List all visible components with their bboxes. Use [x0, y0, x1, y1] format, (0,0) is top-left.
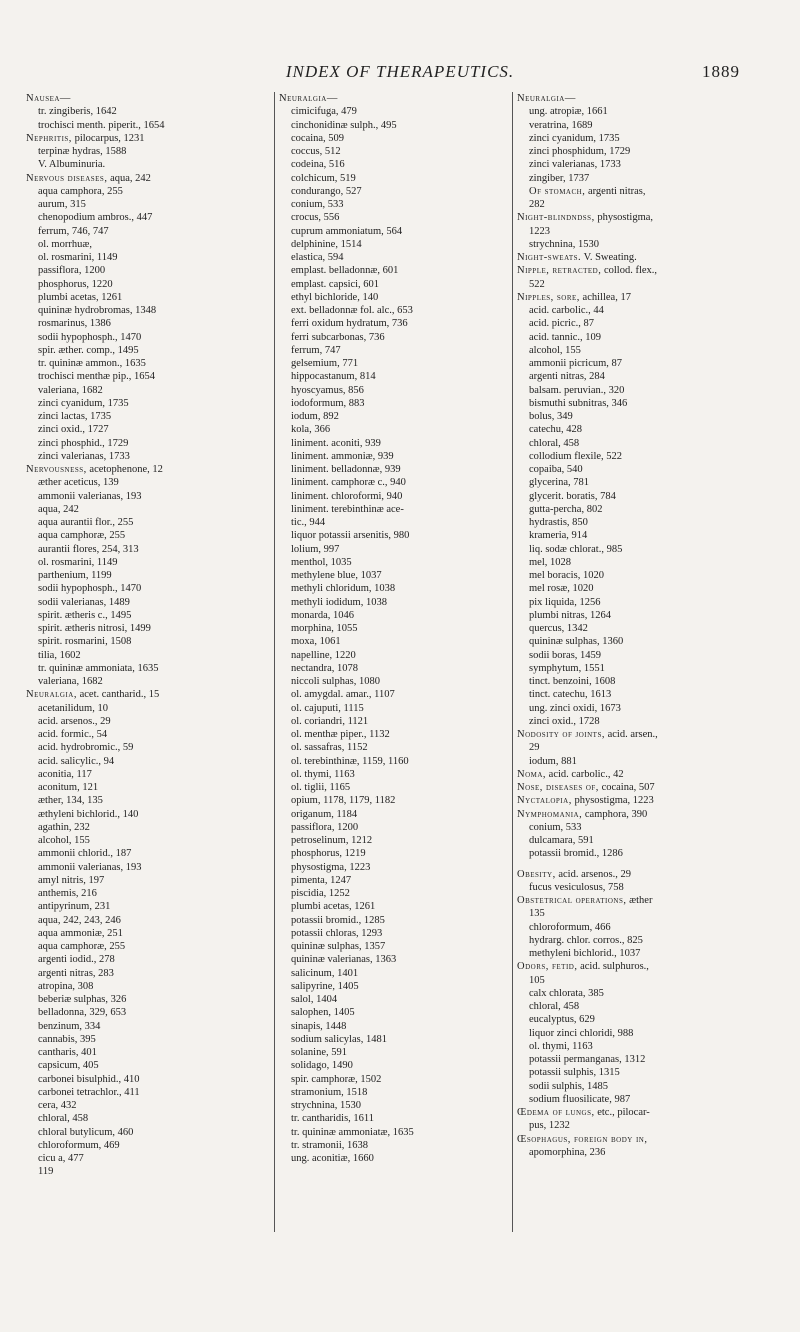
index-subentry: opium, 1178, 1179, 1182: [291, 795, 396, 807]
index-subentry: condurango, 527: [291, 185, 362, 197]
index-column-2: [274, 92, 519, 1232]
index-subentry: iodum, 881: [529, 755, 577, 767]
index-subentry: potassii bromid., 1286: [529, 848, 623, 860]
index-subentry: tinct. catechu, 1613: [529, 689, 612, 701]
index-subentry: salicinum, 1401: [291, 967, 359, 979]
index-subentry: trochisci menth. piperit., 1654: [38, 119, 165, 131]
index-subentry: chloral, 458: [38, 1113, 89, 1125]
index-subentry: nectandra, 1078: [291, 662, 359, 674]
index-subentry: iodoformum, 883: [291, 397, 365, 409]
index-subentry: cuprum ammoniatum, 564: [291, 225, 403, 237]
page-number: 1889: [702, 62, 740, 81]
index-subentry: quercus, 1342: [529, 623, 588, 634]
signature-mark: 119: [38, 1166, 54, 1178]
page-header: [0, 62, 800, 86]
index-subentry: ol. morrhuæ,: [38, 238, 92, 250]
index-subentry: ung. zinci oxidi, 1673: [529, 702, 621, 714]
index-subentry: sodii hypophosph., 1470: [38, 331, 142, 343]
index-subentry: quininæ hydrobromas, 1348: [38, 305, 157, 316]
index-subentry: pus, 1232: [529, 1120, 570, 1132]
index-subentry: amyl nitris, 197: [38, 874, 105, 886]
index-subentry: strychnina, 1530: [529, 238, 599, 250]
index-heading: Nodosity of joints,: [517, 729, 605, 740]
index-subentry: atropina, 308: [38, 980, 94, 992]
index-subentry: alcohol, 155: [38, 835, 90, 846]
index-subentry: aconitia, 117: [38, 768, 92, 780]
index-subentry: 29: [529, 742, 540, 754]
index-subentry: zinci oxid., 1728: [529, 715, 600, 727]
index-subentry: ol. sassafras, 1152: [291, 742, 368, 754]
index-subentry: tinct. benzoini, 1608: [529, 676, 616, 687]
index-subentry: stramonium, 1518: [291, 1086, 368, 1098]
index-entry: [517, 211, 787, 224]
index-subentry: ol. rosmarini, 1149: [38, 252, 118, 263]
index-heading: Neuralgia—: [279, 93, 338, 104]
index-subentry: kola, 366: [291, 424, 331, 436]
index-subentry: methylene blue, 1037: [291, 570, 382, 581]
index-subentry: 522: [529, 278, 545, 290]
index-subentry: quininæ sulphas, 1360: [529, 636, 624, 648]
index-subentry: acid. arsenos., 29: [38, 715, 111, 727]
index-subentry: conium, 533: [529, 821, 582, 833]
index-subentry: fucus vesiculosus, 758: [529, 881, 624, 893]
index-entry: [517, 768, 787, 781]
index-subentry: ol. cajuputi, 1115: [291, 702, 364, 714]
index-subentry: carbonei tetrachlor., 411: [38, 1086, 140, 1098]
index-heading: Nymphomania,: [517, 808, 583, 820]
index-subentry: liniment. belladonnæ, 939: [291, 464, 401, 475]
index-subentry: plumbi acetas, 1261: [291, 901, 376, 913]
index-subentry: valeriana, 1682: [38, 676, 103, 687]
index-reference: collod. flex.,: [601, 265, 658, 277]
index-subentry: ol. rosmarini, 1149: [38, 556, 118, 568]
index-subentry: monarda, 1046: [291, 609, 354, 621]
index-subentry: potassii chloras, 1293: [291, 927, 383, 939]
index-subentry: acetanilidum, 10: [38, 702, 108, 714]
index-subentry: sodii boras, 1459: [529, 649, 602, 661]
index-subentry: argenti nitras, 284: [529, 371, 605, 383]
index-subentry: tic., 944: [291, 517, 326, 528]
index-subentry: aqua camphoræ, 255: [38, 530, 126, 542]
index-reference: V. Sweating.: [581, 252, 637, 263]
index-subentry: chenopodium ambros., 447: [38, 212, 153, 224]
index-subentry: liniment. terebinthinæ ace-: [291, 503, 404, 515]
index-subentry: petroselinum, 1212: [291, 835, 373, 846]
index-reference: æther: [626, 895, 653, 906]
index-subentry: aurum, 315: [38, 199, 86, 210]
index-subentry: spir. æther. comp., 1495: [38, 344, 139, 356]
index-reference: physostigma,: [594, 212, 654, 224]
index-reference: aqua, 242: [107, 172, 151, 184]
index-subentry: ammonii valerianas, 193: [38, 861, 142, 873]
index-subentry: hippocastanum, 814: [291, 371, 376, 383]
index-subentry: V. Albuminuria.: [38, 159, 106, 171]
index-subentry: cimicifuga, 479: [291, 106, 357, 118]
index-subentry: ammonii valerianas, 193: [38, 490, 142, 502]
index-heading: Nervousness,: [26, 464, 87, 475]
index-subentry: phosphorus, 1220: [38, 278, 113, 290]
index-subentry: chloral, 458: [529, 1001, 580, 1012]
index-subentry: sodii valerianas, 1489: [38, 596, 130, 608]
index-subentry: sodium fluosilicate, 987: [529, 1093, 631, 1105]
index-subentry: cicu a, 477: [38, 1153, 84, 1164]
index-subentry: passiflora, 1200: [38, 265, 106, 277]
index-subentry: sodii sulphis, 1485: [529, 1080, 609, 1092]
index-heading: Nephritis,: [26, 132, 72, 144]
index-subentry: quininæ valerianas, 1363: [291, 954, 397, 966]
index-subentry: emplast. belladonnæ, 601: [291, 265, 399, 277]
index-subentry: phosphorus, 1219: [291, 848, 366, 860]
index-entry: [517, 781, 787, 794]
index-subentry: mel, 1028: [529, 556, 571, 568]
index-entry: [517, 264, 787, 277]
index-subentry: chloral butylicum, 460: [38, 1126, 134, 1138]
index-subentry: ol. menthæ piper., 1132: [291, 729, 390, 740]
index-subentry: bolus, 349: [529, 411, 573, 422]
index-entry: [517, 1106, 787, 1119]
index-reference: argenti nitras,: [585, 185, 646, 197]
index-subentry: zingiber, 1737: [529, 172, 590, 184]
index-subentry: pix liquida, 1256: [529, 596, 601, 608]
index-reference: etc., pilocar-: [594, 1107, 650, 1118]
index-subentry: krameria, 914: [529, 530, 588, 542]
index-subentry: capsicum, 405: [38, 1060, 99, 1072]
index-subentry: physostigma, 1223: [291, 861, 371, 873]
index-reference: cocaina, 507: [598, 782, 655, 793]
index-subentry: strychnina, 1530: [291, 1100, 361, 1111]
index-subentry: aurantii flores, 254, 313: [38, 543, 139, 555]
index-subentry: cera, 432: [38, 1100, 77, 1111]
index-reference: pilocarpus, 1231: [71, 132, 145, 144]
index-subentry: belladonna, 329, 653: [38, 1007, 127, 1019]
index-reference: achillea, 17: [579, 291, 631, 303]
index-subentry: acid. formic., 54: [38, 729, 108, 740]
index-subentry: aqua, 242, 243, 246: [38, 914, 121, 926]
index-column-1: [26, 92, 266, 1179]
index-subentry: aqua camphoræ, 255: [38, 941, 126, 952]
index-subentry: 105: [529, 974, 545, 986]
index-subentry: eucalyptus, 629: [529, 1014, 595, 1026]
index-subentry: ext. belladonnæ fol. alc., 653: [291, 305, 413, 316]
index-subentry: agathin, 232: [38, 821, 90, 833]
index-entry: [517, 960, 787, 973]
index-subentry: anthemis, 216: [38, 888, 97, 899]
index-subentry: gutta-percha, 802: [529, 503, 603, 515]
index-heading: Nausea—: [26, 93, 71, 104]
index-subentry: iodum, 892: [291, 411, 339, 422]
index-subentry: apomorphina, 236: [529, 1146, 606, 1158]
index-entry: [517, 92, 787, 105]
index-subentry: antipyrinum, 231: [38, 901, 111, 913]
index-subentry: 282: [529, 199, 545, 210]
index-heading: Night-sweats.: [517, 252, 582, 263]
index-entry: [517, 868, 787, 881]
index-subentry: spirit. ætheris nitrosi, 1499: [38, 623, 151, 634]
index-subentry: tr. quininæ ammon., 1635: [38, 358, 146, 369]
index-subentry: copaiba, 540: [529, 464, 583, 475]
running-title: INDEX OF THERAPEUTICS.: [285, 62, 515, 81]
index-subentry: ung. atropiæ, 1661: [529, 106, 608, 118]
index-subentry: ung. aconitiæ, 1660: [291, 1153, 374, 1164]
index-subentry: mel rosæ, 1020: [529, 583, 594, 595]
index-subentry: solidago, 1490: [291, 1060, 353, 1072]
index-subentry: spirit. rosmarini, 1508: [38, 636, 132, 648]
index-entry: [26, 688, 266, 701]
index-subentry: trochisci menthæ pip., 1654: [38, 371, 155, 383]
index-subentry: ol. tiglii, 1165: [291, 782, 351, 793]
index-subentry: codeina, 516: [291, 159, 345, 171]
index-subentry: tr. quininæ ammoniatæ, 1635: [291, 1126, 414, 1138]
index-subentry: zinci valerianas, 1733: [38, 450, 130, 462]
index-subentry: ol. thymi, 1163: [529, 1040, 593, 1052]
index-subentry: parthenium, 1199: [38, 570, 112, 581]
index-entry: [26, 92, 266, 105]
index-subentry: zinci phosphid., 1729: [38, 437, 129, 449]
index-subentry: salol, 1404: [291, 994, 338, 1005]
index-subentry: cannabis, 395: [38, 1033, 96, 1045]
index-heading: Œdema of lungs,: [517, 1107, 595, 1118]
index-subentry: zinci oxid., 1727: [38, 424, 109, 436]
index-subentry: glycerit. boratis, 784: [529, 490, 616, 502]
index-subentry: ol. coriandri, 1121: [291, 715, 369, 727]
index-subentry: piscidia, 1252: [291, 888, 350, 899]
index-subentry: moxa, 1061: [291, 636, 341, 648]
index-subentry: ammonii picricum, 87: [529, 358, 623, 369]
index-reference: acid. carbolic., 42: [546, 768, 624, 780]
index-subentry: ol. thymi, 1163: [291, 768, 355, 780]
index-entry: [26, 132, 266, 145]
index-subentry: dulcamara, 591: [529, 835, 594, 846]
index-subentry: 135: [529, 908, 545, 920]
index-entry: [517, 1133, 787, 1146]
index-subentry: ferrum, 746, 747: [38, 225, 109, 237]
index-subentry: passiflora, 1200: [291, 821, 359, 833]
index-subentry: acid. hydrobromic., 59: [38, 742, 134, 754]
index-reference: acet. cantharid., 15: [76, 689, 160, 701]
index-subentry: ferrum, 747: [291, 344, 341, 356]
index-subentry: delphinine, 1514: [291, 238, 362, 250]
index-heading: Of stomach,: [529, 185, 586, 197]
index-subentry: salophen, 1405: [291, 1007, 355, 1019]
index-subentry: sinapis, 1448: [291, 1020, 347, 1032]
index-subentry: solanine, 591: [291, 1047, 347, 1058]
index-entry: [26, 463, 266, 476]
index-subentry: liquor potassii arsenitis, 980: [291, 530, 410, 542]
index-subentry: rosmarinus, 1386: [38, 318, 111, 330]
index-subentry: hyoscyamus, 856: [291, 384, 364, 396]
index-subentry: acid. tannic., 109: [529, 331, 602, 343]
index-subentry: emplast. capsici, 601: [291, 278, 380, 290]
index-subentry: plumbi acetas, 1261: [38, 291, 123, 303]
index-subentry: plumbi nitras, 1264: [529, 609, 611, 621]
index-entry: [517, 794, 787, 807]
index-subentry: tilia, 1602: [38, 649, 81, 661]
index-subentry: sodii hypophosph., 1470: [38, 583, 142, 595]
index-heading: Œsophagus, foreign body in,: [517, 1133, 648, 1145]
index-subentry: terpinæ hydras, 1588: [38, 146, 127, 157]
index-subentry: lolium, 997: [291, 543, 340, 555]
index-subentry: potassii sulphis, 1315: [529, 1067, 620, 1079]
index-reference: acid. arsen.,: [604, 729, 658, 740]
index-subentry: zinci cyanidum, 1735: [38, 397, 129, 409]
index-subentry: benzinum, 334: [38, 1020, 101, 1032]
index-subentry: spir. camphoræ, 1502: [291, 1073, 382, 1085]
index-subentry: æthyleni bichlorid., 140: [38, 808, 139, 820]
index-subentry: tr. zingiberis, 1642: [38, 106, 117, 118]
index-subentry: cantharis, 401: [38, 1047, 97, 1058]
index-subentry: quininæ sulphas, 1357: [291, 941, 386, 952]
index-subentry: zinci phosphidum, 1729: [529, 146, 631, 157]
index-subentry: methyli iodidum, 1038: [291, 596, 387, 608]
index-subentry: chloroformum, 469: [38, 1139, 120, 1151]
index-subentry: catechu, 428: [529, 424, 583, 436]
index-heading: Night-blindndss,: [517, 212, 595, 224]
index-subentry: conium, 533: [291, 199, 344, 210]
index-subentry: valeriana, 1682: [38, 384, 103, 396]
index-subentry: cinchonidinæ sulph., 495: [291, 119, 397, 131]
index-heading: Nose, diseases of,: [517, 782, 599, 793]
index-subentry: alcohol, 155: [529, 344, 581, 356]
index-entry: [517, 185, 787, 198]
index-subentry: hydrastis, 850: [529, 517, 588, 528]
index-subentry: argenti nitras, 283: [38, 967, 114, 979]
index-subentry: hydrarg. chlor. corros., 825: [529, 934, 643, 946]
index-subentry: coccus, 512: [291, 146, 341, 157]
index-subentry: menthol, 1035: [291, 556, 352, 568]
index-heading: Nipples, sore,: [517, 291, 580, 303]
index-subentry: 1223: [529, 225, 550, 237]
index-subentry: elastica, 594: [291, 252, 344, 263]
index-heading: Obesity,: [517, 868, 556, 880]
index-entry: [279, 92, 519, 105]
index-subentry: æther aceticus, 139: [38, 477, 119, 489]
index-subentry: æther, 134, 135: [38, 795, 103, 807]
index-subentry: balsam. peruvian., 320: [529, 384, 625, 396]
index-subentry: colchicum, 519: [291, 172, 356, 184]
index-reference: acid. arsenos., 29: [555, 868, 631, 880]
index-subentry: ferri oxidum hydratum, 736: [291, 318, 408, 330]
index-subentry: liniment. ammoniæ, 939: [291, 450, 394, 462]
index-subentry: pimenta, 1247: [291, 874, 352, 886]
index-heading: Obstetrical operations,: [517, 895, 627, 906]
index-subentry: potassii bromid., 1285: [291, 914, 385, 926]
index-column-3: [512, 92, 787, 1232]
index-subentry: cocaina, 509: [291, 132, 345, 144]
index-subentry: ferri subcarbonas, 736: [291, 331, 385, 343]
index-subentry: crocus, 556: [291, 212, 340, 224]
index-entry: [517, 894, 787, 907]
index-subentry: aqua ammoniæ, 251: [38, 927, 123, 939]
index-subentry: argenti iodid., 278: [38, 954, 115, 966]
index-subentry: liniment. camphoræ c., 940: [291, 477, 406, 489]
index-subentry: morphina, 1055: [291, 623, 358, 634]
index-subentry: bismuthi subnitras, 346: [529, 397, 628, 409]
index-subentry: tr. stramonii, 1638: [291, 1139, 368, 1151]
index-subentry: carbonei bisulphid., 410: [38, 1073, 140, 1085]
index-subentry: niccoli sulphas, 1080: [291, 676, 380, 687]
index-subentry: zinci lactas, 1735: [38, 411, 112, 422]
index-subentry: glycerina, 781: [529, 477, 590, 489]
index-subentry: veratrina, 1689: [529, 119, 593, 131]
index-subentry: acid. picric., 87: [529, 318, 595, 330]
index-subentry: liq. sodæ chlorat., 985: [529, 543, 623, 555]
index-subentry: methyleni bichlorid., 1037: [529, 948, 641, 959]
index-subentry: ethyl bichloride, 140: [291, 291, 379, 303]
index-reference: acid. sulphuros.,: [577, 961, 649, 973]
index-subentry: tr. quininæ ammoniata, 1635: [38, 662, 159, 674]
index-subentry: gelsemium, 771: [291, 358, 359, 369]
index-subentry: methyli chloridum, 1038: [291, 583, 396, 595]
index-entry: [26, 172, 266, 185]
index-subentry: napelline, 1220: [291, 649, 356, 661]
index-subentry: sodium salicylas, 1481: [291, 1033, 387, 1045]
index-subentry: aconitum, 121: [38, 782, 99, 793]
index-subentry: chloral, 458: [529, 437, 580, 449]
index-subentry: origanum, 1184: [291, 808, 358, 820]
index-heading: Nervous diseases,: [26, 172, 108, 184]
index-subentry: spirit. ætheris c., 1495: [38, 609, 132, 621]
index-reference: physostigma, 1223: [571, 795, 654, 807]
index-heading: Noma,: [517, 768, 547, 780]
index-subentry: ol. amygdal. amar., 1107: [291, 689, 395, 701]
index-subentry: ol. terebinthinæ, 1159, 1160: [291, 755, 409, 767]
index-subentry: zinci cyanidum, 1735: [529, 132, 620, 144]
index-heading: Neuralgia—: [517, 93, 576, 104]
index-subentry: liquor zinci chloridi, 988: [529, 1027, 634, 1039]
index-subentry: liniment. aconiti, 939: [291, 437, 381, 449]
index-entry: [517, 728, 787, 741]
index-subentry: acid. salicylic., 94: [38, 755, 115, 767]
index-subentry: ammonii chlorid., 187: [38, 848, 132, 860]
index-subentry: liniment. chloroformi, 940: [291, 490, 403, 502]
index-subentry: acid. carbolic., 44: [529, 305, 604, 316]
index-subentry: beberiæ sulphas, 326: [38, 994, 127, 1005]
index-subentry: aqua, 242: [38, 503, 79, 515]
index-heading: Nyctalopia,: [517, 795, 572, 807]
index-subentry: aqua camphora, 255: [38, 185, 123, 197]
index-subentry: zinci valerianas, 1733: [529, 159, 621, 171]
index-entry: [517, 291, 787, 304]
index-subentry: chloroformum, 466: [529, 921, 611, 933]
index-entry: [517, 808, 787, 821]
index-heading: Neuralgia,: [26, 689, 77, 701]
index-subentry: tr. cantharidis, 1611: [291, 1113, 375, 1125]
index-heading: Odors, fetid,: [517, 961, 578, 973]
index-subentry: mel boracis, 1020: [529, 570, 604, 581]
index-subentry: potassii permanganas, 1312: [529, 1054, 646, 1065]
index-reference: camphora, 390: [582, 808, 648, 820]
index-entry: [517, 251, 787, 264]
index-subentry: collodium flexile, 522: [529, 450, 623, 462]
index-subentry: symphytum, 1551: [529, 662, 605, 674]
index-subentry: calx chlorata, 385: [529, 987, 604, 999]
index-reference: acetophenone, 12: [86, 464, 163, 475]
index-heading: Nipple, retracted,: [517, 265, 602, 277]
index-subentry: salipyrine, 1405: [291, 980, 359, 992]
index-subentry: aqua aurantii flor., 255: [38, 517, 134, 528]
